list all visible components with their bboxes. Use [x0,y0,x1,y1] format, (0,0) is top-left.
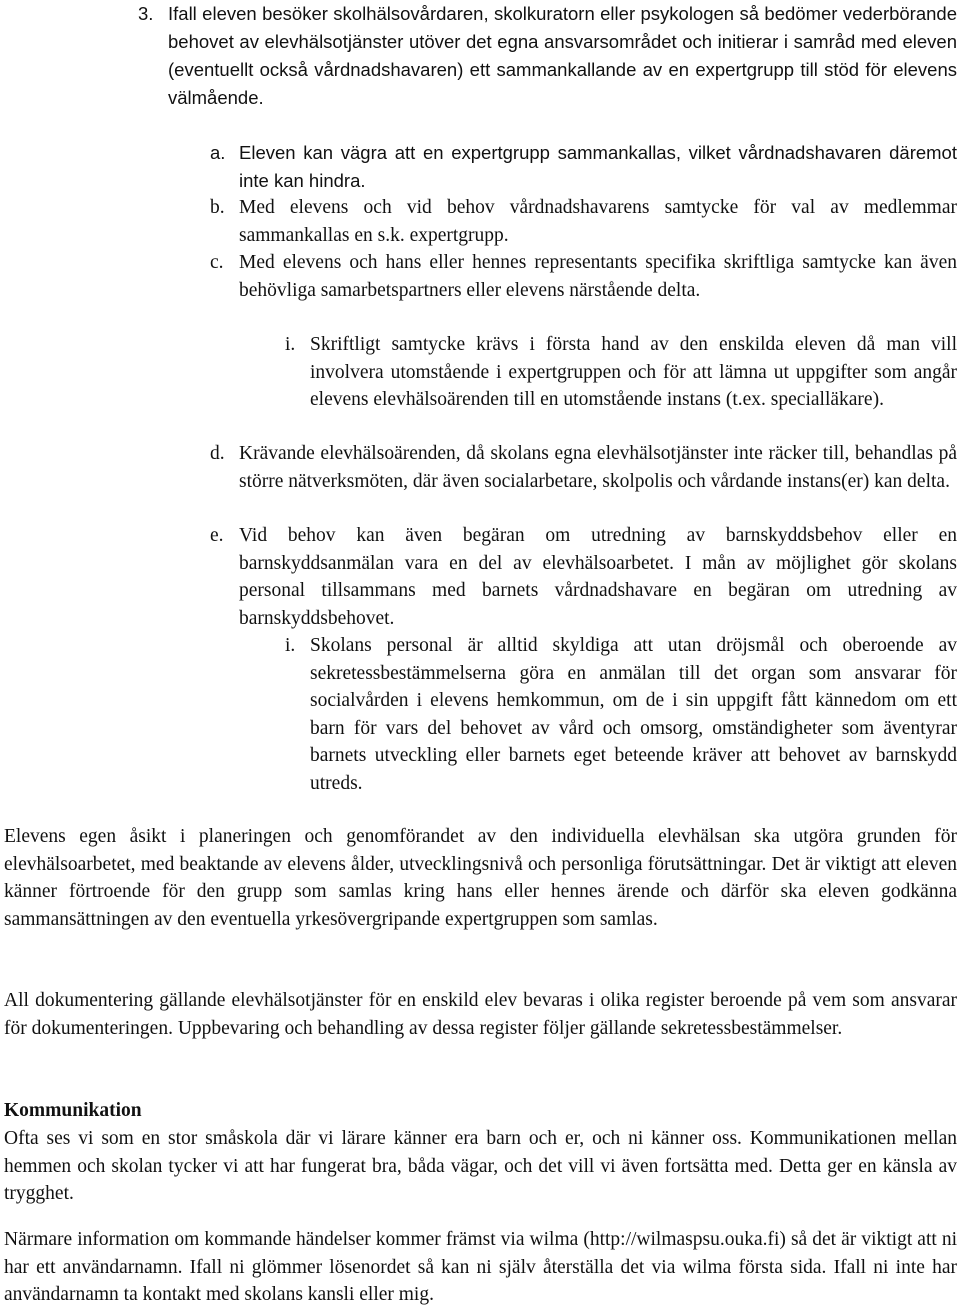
list-item-3: Ifall eleven besöker skolhälsovårdaren, skolkuratorn eller psykologen så bedömer vederbörande behovet av elevhälsotjänster utöver det egna ansvarsområdet och initierar i samråd med eleven (eventuellt också vårdnadshavaren) ett sammankallande av en expertgrupp till stöd för elevens välmående. [168,3,957,108]
list-marker-e: e. [210,525,224,546]
list-marker-c-i: i. [285,334,296,355]
list-item-d: Krävande elevhälsoärenden, då skolans egna elevhälsotjänster inte räcker till, behandlas på större nätverksmöten, där även socialarbetare, skolpolis och vårdande instans(er) kan delta. [239,443,957,492]
list-item-b: Med elevens och vid behov vårdnadshavarens samtycke för val av medlemmar sammankallas en s.k. expertgrupp. [239,197,957,246]
list-marker-3: 3. [138,3,154,24]
paragraph-kommunikation: Ofta ses vi som en stor småskola där vi lärare känner era barn och er, och ni känner oss. Kommunikationen mellan hemmen och skolan tycker vi att har fungerat bra, båda vägar, och det vill vi även fortsätta med. Detta ger en känsla av trygghet. [4,1128,957,1204]
list-marker-c: c. [210,252,224,273]
list-item-e-i: Skolans personal är alltid skyldiga att utan dröjsmål och oberoende av sekretessbestämmelserna göra en anmälan till det organ som ansvarar för socialvården i elevens hemkommun, om de i sin uppgift fått kännedom om ett barn för vars del behovet av vård och omsorg, omständigheter som äventyrar barnets utveckling eller barnets eget beteende kräver att behovet av barnskydd utreds. [310,635,957,794]
paragraph-dokumentering: All dokumentering gällande elevhälsotjänster för en enskild elev bevaras i olika register beroende på vem som ansvarar för dokumenteringen. Uppbevaring och behandling av dessa register följer gällande sekretessbestämmelser. [4,990,957,1039]
list-marker-a: a. [210,142,226,163]
paragraph-wilma-information: Närmare information om kommande händelser kommer främst via wilma (http://wilmaspsu.ouka.fi) så det är viktigt att ni har ett användarnamn. Ifall ni glömmer lösenordet så kan ni själv återställa det via wilma första sida. Ifall ni inte har användarnamn ta kontakt med skolans kansli eller mig. [4,1229,957,1305]
list-item-a: Eleven kan vägra att en expertgrupp sammankallas, vilket vårdnadshavaren däremot inte kan hindra. [239,142,957,191]
paragraph-elevens-asikt: Elevens egen åsikt i planeringen och genomförandet av den individuella elevhälsan ska utgöra grunden för elevhälsoarbetet, med beaktande av elevens ålder, utvecklingsnivå och personliga förutsättningar. Det är viktigt att eleven känner förtroende för den grupp som samlas kring hans eller hennes ärende och därför ska eleven godkänna sammansättningen av den eventuella yrkesövergripande expertgruppen som samlas. [4,826,957,930]
list-marker-e-i: i. [285,635,296,656]
list-marker-b: b. [210,197,225,218]
list-item-c: Med elevens och hans eller hennes representants specifika skriftliga samtycke kan även behövliga samarbetspartners eller elevens närstående delta. [239,252,957,301]
list-item-e: Vid behov kan även begäran om utredning av barnskyddsbehov eller en barnskyddsanmälan vara en del av elevhälsoarbetet. I mån av möjlighet gör skolans personal tillsammans med barnets vårdnadshavare en begäran om utredning av barnskyddsbehovet. [239,525,957,629]
list-marker-d: d. [210,443,225,464]
heading-kommunikation: Kommunikation [4,1100,142,1121]
list-item-c-i: Skriftligt samtycke krävs i första hand av den enskilda eleven då man vill involvera utomstående i expertgruppen och för att lämna ut uppgifter som angår elevens elevhälsoärenden till en utomstående instans (t.ex. specialläkare). [310,334,957,410]
